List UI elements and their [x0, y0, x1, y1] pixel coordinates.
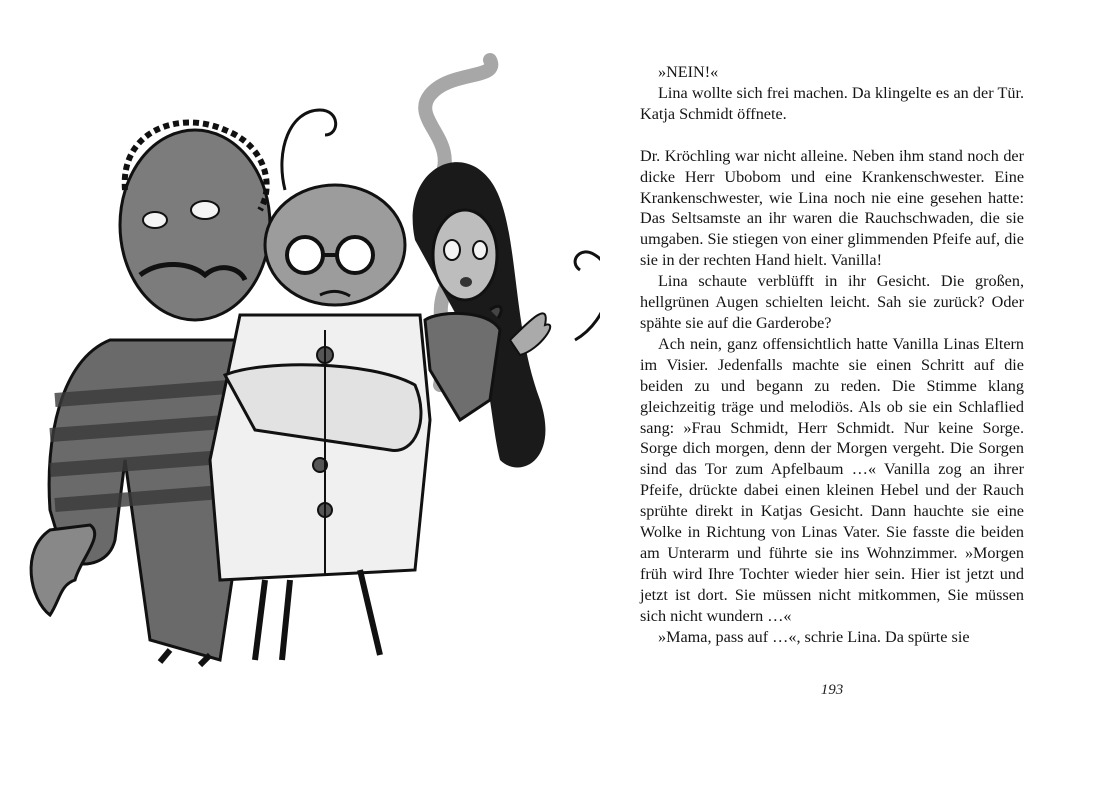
woman-eye [444, 240, 460, 260]
left-man-head [120, 130, 270, 320]
paragraph: »NEIN!« [658, 63, 719, 81]
page-number: 193 [820, 682, 844, 698]
woman-mouth [460, 277, 472, 287]
paragraph: »Mama, pass auf …«, schrie Lina. Da spürte sie [658, 627, 970, 646]
left-man-hand [31, 525, 95, 615]
hair-curl [575, 252, 600, 340]
doctor-glasses-left [287, 237, 323, 273]
hair-curl [282, 110, 336, 190]
paragraph: Lina wollte sich frei machen. Da klingelte es an der Tür. Katja Schmidt öffnete. [640, 83, 1024, 123]
illustration [20, 40, 600, 680]
three-characters-illustration-icon [20, 40, 600, 680]
doctor-head [265, 185, 405, 305]
paragraph: Ach nein, ganz offensichtlich hatte Vanilla Linas Eltern im Visier. Jedenfalls machte sie einen Schritt auf die beiden zu und begann zu reden. Die Stimme klang gleichzeitig träge und melodiös. Als ob sie ein Schlaflied sang: »Frau Schmidt, Herr Schmidt. Nur keine Sorge. Sorge dich morgen, denn der Morgen vergeht. Die Sorgen sind das Tor zum Apfelbaum …« Vanilla zog an ihrer Pfeife, drückte dabei einen kleinen Hebel und der Rauch sprühte direkt in Katjas Gesicht. Dann hauchte sie eine Wolke in Richtung von Linas Vater. Sie fasste die beiden am Unterarm und führte sie ins Wohnzimmer. »Morgen früh wird Ihre Tochter wieder hier sein. Hier ist jetzt und jetzt ist dort. Sie müssen nicht mitkommen, Sie müssen sich nicht wundern …« [640, 334, 1024, 625]
woman-eye [473, 241, 487, 259]
doctor-legs [255, 570, 380, 660]
left-man-eye [191, 201, 219, 219]
text-page [640, 62, 1024, 647]
paragraph: Lina schaute verblüfft in ihr Gesicht. Die großen, hellgrünen Augen schielten leicht. Sah sie zurück? Oder spähte sie auf die Garderobe? [640, 272, 1024, 332]
doctor-glasses-right [337, 237, 373, 273]
paragraph: Dr. Kröchling war nicht alleine. Neben ihm stand noch der dicke Herr Ubobom und eine Krankenschwester. Eine Krankenschwester, wie Lina noch nie eine gesehen hatte: Das Seltsamste an ihr waren die Rauchschwaden, die sie umgaben. Sie stiegen von einer glimmenden Pfeife auf, die sie in der rechten Hand hielt. Vanilla! [640, 146, 1024, 270]
left-man-eye [143, 212, 167, 228]
woman-body [425, 313, 500, 420]
